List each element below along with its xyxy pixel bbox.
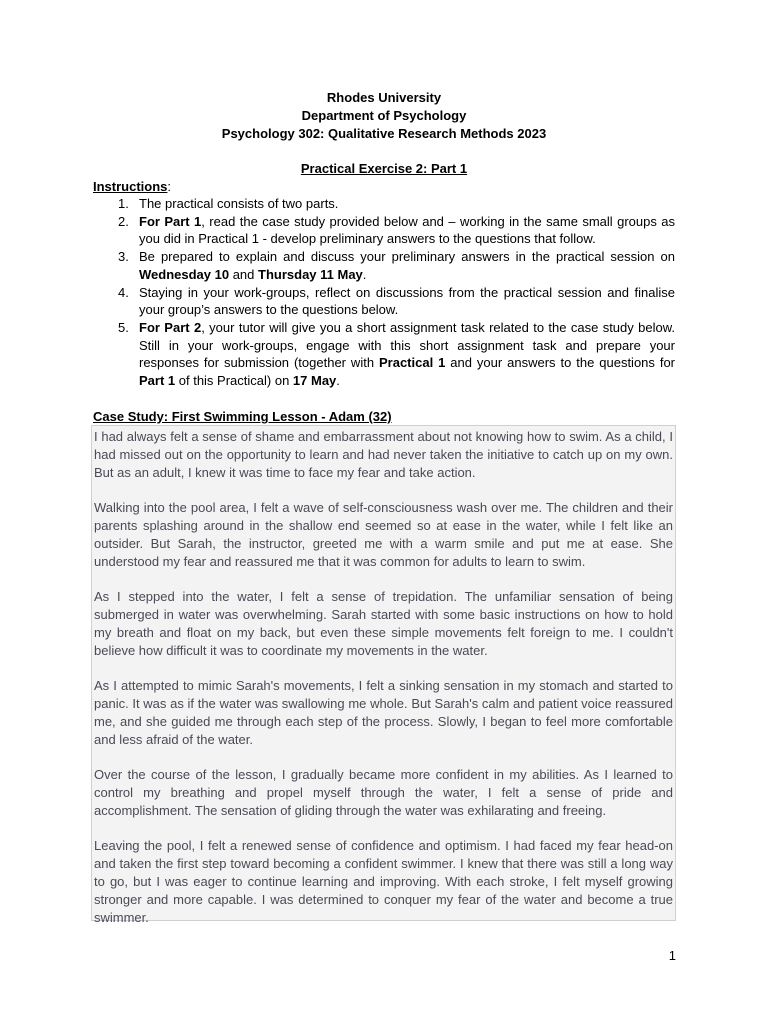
instruction-item	[93, 195, 675, 213]
instruction-text: .	[336, 373, 340, 389]
instruction-text: and	[229, 266, 259, 282]
instruction-number: 2.	[118, 213, 129, 229]
instruction-item	[93, 284, 675, 319]
instruction-text: , read the case study provided below and – working in the same small groups as you did in Practical 1 - develop preliminary answers to the questions that follow.	[139, 213, 675, 247]
instruction-emphasis: Thursday 11 May	[258, 266, 363, 282]
case-study-paragraph: As I stepped into the water, I felt a sense of trepidation. The unfamiliar sensation of being submerged in water was overwhelming. Sarah started with some basic instructions on how to hold my breath and float on my back, but even these simple movements felt foreign to me. I couldn't believe how difficult it was to coordinate my movements in the water.	[94, 589, 673, 658]
instruction-emphasis: Wednesday 10	[139, 266, 230, 282]
department-name: Department of Psychology	[301, 108, 467, 123]
instruction-text: The practical consists of two parts.	[139, 196, 339, 211]
case-study-box	[91, 425, 676, 925]
case-study-title: Case Study: First Swimming Lesson - Adam (32)	[93, 409, 392, 424]
case-study-paragraph: Leaving the pool, I felt a renewed sense of confidence and optimism. I had faced my fear head-on and taken the first step toward becoming a confident swimmer. I knew that there was still a long way to go, but I was eager to continue learning and improving. With each stroke, I felt myself growing stronger and more capable. I was determined to conquer my fear of the water and become a true swimmer.	[94, 838, 673, 925]
instruction-text: Be prepared to explain and discuss your preliminary answers in the practical session on	[139, 249, 675, 265]
case-study-paragraph: I had always felt a sense of shame and embarrassment about not knowing how to swim. As a child, I had missed out on the opportunity to learn and had never taken the initiative to catch up on my own. But as an adult, I knew it was time to face my fear and take action.	[94, 429, 673, 480]
instruction-number: 4.	[118, 284, 129, 300]
instruction-number: 5.	[118, 319, 129, 335]
instruction-number: 3.	[118, 249, 129, 265]
instruction-emphasis: Practical 1	[378, 355, 446, 371]
instruction-emphasis: For Part 1	[139, 213, 202, 229]
instruction-item	[93, 213, 675, 248]
instruction-emphasis: For Part 2	[139, 319, 202, 335]
page-number: 1	[668, 948, 676, 963]
instruction-emphasis: Part 1	[139, 373, 176, 389]
instructions-heading-colon: :	[167, 179, 172, 194]
instruction-text: .	[362, 266, 367, 282]
instruction-text: and your answers to the questions for	[445, 355, 676, 371]
instructions-heading	[93, 178, 171, 196]
instructions-list	[93, 195, 675, 390]
university-name: Rhodes University	[326, 90, 442, 105]
instruction-item	[93, 319, 675, 390]
instruction-text: Staying in your work-groups, reflect on discussions from the practical session and finalise your group’s answers to the questions below.	[139, 284, 675, 318]
instruction-number: 1.	[118, 196, 129, 211]
instruction-text: , your tutor will give you a short assignment task related to the case study below. Still in your work-groups, engage with this short assignment task and prepare your responses for submission (together with	[139, 319, 675, 371]
exercise-title: Practical Exercise 2: Part 1	[300, 161, 468, 176]
case-study-paragraph: Over the course of the lesson, I gradually became more confident in my abilities. As I learned to control my breathing and propel myself through the water, I felt a sense of pride and accomplishment. The sensation of gliding through the water was exhilarating and freeing.	[94, 767, 673, 818]
instruction-text: of this Practical) on	[175, 373, 293, 389]
instruction-emphasis: 17 May	[292, 373, 337, 389]
case-study-paragraph: Walking into the pool area, I felt a wave of self-consciousness wash over me. The children and their parents splashing around in the shallow end seemed so at ease in the water, while I felt like an outsider. But Sarah, the instructor, greeted me with a warm smile and put me at ease. She understood my fear and reassured me that it was common for adults to learn to swim.	[94, 500, 673, 569]
instructions-heading-label: Instructions	[93, 179, 168, 194]
instruction-item	[93, 248, 675, 283]
course-title: Psychology 302: Qualitative Research Methods 2023	[221, 126, 547, 141]
case-study-paragraph: As I attempted to mimic Sarah's movements, I felt a sinking sensation in my stomach and started to panic. It was as if the water was swallowing me whole. But Sarah's calm and patient voice reassured me, and she guided me through each step of the process. Slowly, I began to feel more comfortable and less afraid of the water.	[94, 678, 673, 747]
